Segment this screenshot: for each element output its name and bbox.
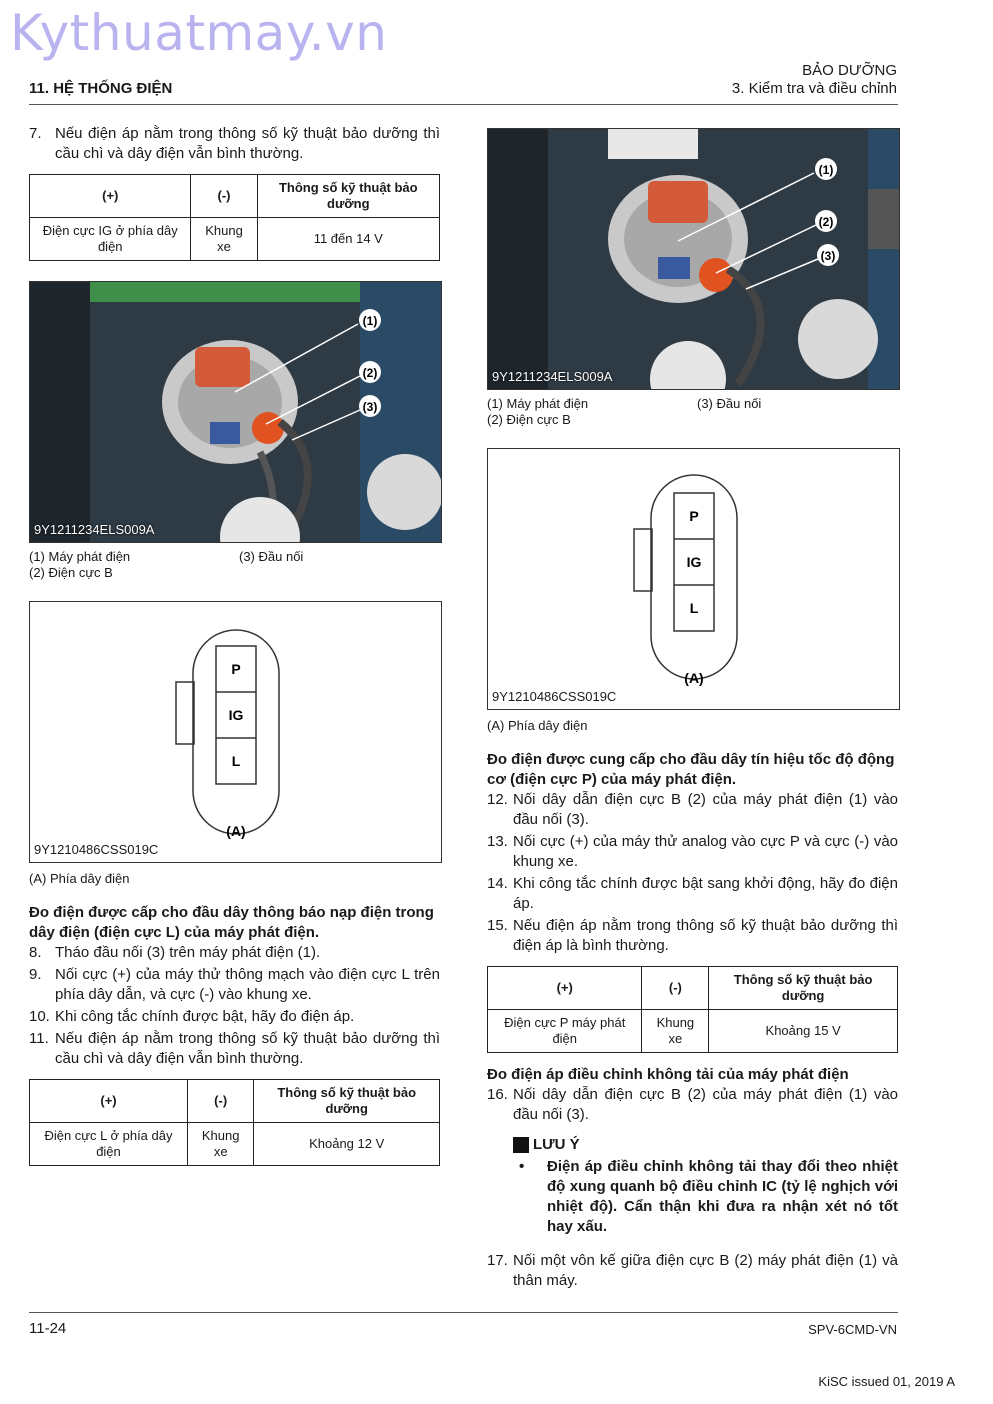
connector-diagram-illustration xyxy=(488,449,899,709)
terminal-l-label: L xyxy=(231,753,241,769)
right-column xyxy=(487,128,898,1293)
step-17: 17. Nối một vôn kế giữa điện cực B (2) máy phát điện (1) và thân máy. xyxy=(487,1252,898,1289)
chapter-title: 11. HỆ THỐNG ĐIỆN xyxy=(29,80,173,97)
footer-divider xyxy=(29,1312,898,1313)
connector-diagram-illustration xyxy=(30,602,441,862)
section-header xyxy=(732,62,897,98)
spec-table-l xyxy=(29,1079,440,1166)
subsection-title: 3. Kiểm tra và điều chỉnh xyxy=(731,80,897,97)
photo-label-1: (1) xyxy=(362,314,378,328)
step-12: 12. Nối dây dẫn điện cực B (2) của máy phát điện (1) vào đầu nối (3). xyxy=(487,791,898,828)
note-box xyxy=(513,1135,898,1237)
header-divider xyxy=(29,104,898,105)
photo-caption: (1) Máy phát điện (3) Đầu nối (2) Điện cực B xyxy=(29,549,304,580)
note-square-icon xyxy=(513,1137,529,1153)
spec-table-p xyxy=(487,966,898,1053)
step-7: 7. Nếu điện áp nằm trong thông số kỹ thuật bảo dưỡng thì cầu chì và dây điện vẫn bình thường. xyxy=(29,125,440,162)
table-header: (+) xyxy=(30,1080,188,1123)
section-title: BẢO DƯỠNG xyxy=(802,62,897,79)
section-heading-l: Đo điện được cấp cho đầu dây thông báo nạp điện trong dây điện (điện cực L) của máy phát điện. xyxy=(29,904,434,941)
table-header: (-) xyxy=(642,967,709,1010)
step-10: 10. Khi công tắc chính được bật, hãy đo điện áp. xyxy=(29,1008,355,1025)
photo-label-3: (3) xyxy=(820,249,836,263)
diagram-caption: (A) Phía dây điện xyxy=(29,871,130,886)
table-header: Thông số kỹ thuật bảo dưỡng xyxy=(709,967,898,1010)
alternator-photo xyxy=(487,128,900,390)
photo-label-1: (1) xyxy=(818,163,834,177)
diagram-label-a: (A) xyxy=(684,670,704,686)
alternator-photo xyxy=(29,281,442,543)
note-title: LƯU Ý xyxy=(513,1135,898,1155)
section-heading-idle: Đo điện áp điều chỉnh không tải của máy phát điện xyxy=(487,1066,849,1083)
photo-code: 9Y1211234ELS009A xyxy=(34,522,155,537)
left-column xyxy=(29,124,440,1186)
table-header: (+) xyxy=(488,967,642,1010)
photo-label-3: (3) xyxy=(362,400,378,414)
table-cell: Điện cực P máy phát điện xyxy=(488,1010,642,1053)
step-8: 8. Tháo đầu nối (3) trên máy phát điện (1). xyxy=(29,944,321,961)
spec-table-ig xyxy=(29,174,440,261)
table-cell: 11 đến 14 V xyxy=(257,218,439,261)
photo-caption: (1) Máy phát điện (3) Đầu nối (2) Điện cực B xyxy=(487,396,762,427)
step-13: 13. Nối cực (+) của máy thử analog vào cực P và cực (-) vào khung xe. xyxy=(487,833,898,870)
table-cell: Khung xe xyxy=(187,1123,253,1166)
table-header: (-) xyxy=(187,1080,253,1123)
alternator-photo-illustration xyxy=(30,282,441,542)
bullet-icon: • xyxy=(519,1158,525,1175)
step-14: 14. Khi công tắc chính được bật sang khởi động, hãy đo điện áp. xyxy=(487,875,898,912)
alternator-photo-illustration xyxy=(488,129,899,389)
terminal-ig-label: IG xyxy=(686,554,702,570)
photo-code: 9Y1211234ELS009A xyxy=(492,369,613,384)
diagram-code: 9Y1210486CSS019C xyxy=(34,842,159,857)
diagram-code: 9Y1210486CSS019C xyxy=(492,689,617,704)
table-cell: Điện cực IG ở phía dây điện xyxy=(30,218,191,261)
terminal-l-label: L xyxy=(689,600,699,616)
issued-note: KiSC issued 01, 2019 A xyxy=(818,1374,955,1389)
document-code: SPV-6CMD-VN xyxy=(808,1322,897,1337)
connector-diagram xyxy=(29,601,442,863)
table-header: Thông số kỹ thuật bảo dưỡng xyxy=(257,175,439,218)
step-16: 16. Nối dây dẫn điện cực B (2) của máy phát điện (1) vào đầu nối (3). xyxy=(487,1086,898,1123)
terminal-p-label: P xyxy=(689,508,699,524)
table-cell: Khoảng 15 V xyxy=(709,1010,898,1053)
photo-label-2: (2) xyxy=(362,366,378,380)
watermark: Kythuatmay.vn xyxy=(10,4,388,62)
step-11: 11. Nếu điện áp nằm trong thông số kỹ thuật bảo dưỡng thì cầu chì và dây điện vẫn bình thường. xyxy=(29,1030,440,1067)
terminal-ig-label: IG xyxy=(228,707,244,723)
table-cell: Khoảng 12 V xyxy=(254,1123,440,1166)
step-9: 9. Nối cực (+) của máy thử thông mạch vào điện cực L trên phía dây dẫn, và cực (-) vào khung xe. xyxy=(29,966,440,1003)
page-number: 11-24 xyxy=(29,1320,67,1337)
section-heading-p: Đo điện được cung cấp cho đầu dây tín hiệu tốc độ động cơ (điện cực P) của máy phát điện. xyxy=(487,751,895,788)
table-header: (-) xyxy=(191,175,257,218)
connector-diagram xyxy=(487,448,900,710)
note-body: • Điện áp điều chỉnh không tải thay đổi theo nhiệt độ xung quanh bộ điều chỉnh IC (tỷ lệ nghịch với nhiệt độ). Cẩn thận khi đưa ra nhận xét nó tốt hay xấu. xyxy=(513,1157,898,1237)
step-15: 15. Nếu điện áp nằm trong thông số kỹ thuật bảo dưỡng thì điện áp là bình thường. xyxy=(487,917,898,954)
table-cell: Khung xe xyxy=(642,1010,709,1053)
photo-label-2: (2) xyxy=(818,215,834,229)
table-header: (+) xyxy=(30,175,191,218)
table-cell: Khung xe xyxy=(191,218,257,261)
table-cell: Điện cực L ở phía dây điện xyxy=(30,1123,188,1166)
diagram-label-a: (A) xyxy=(226,823,246,839)
terminal-p-label: P xyxy=(231,661,241,677)
table-header: Thông số kỹ thuật bảo dưỡng xyxy=(254,1080,440,1123)
diagram-caption: (A) Phía dây điện xyxy=(487,718,588,733)
